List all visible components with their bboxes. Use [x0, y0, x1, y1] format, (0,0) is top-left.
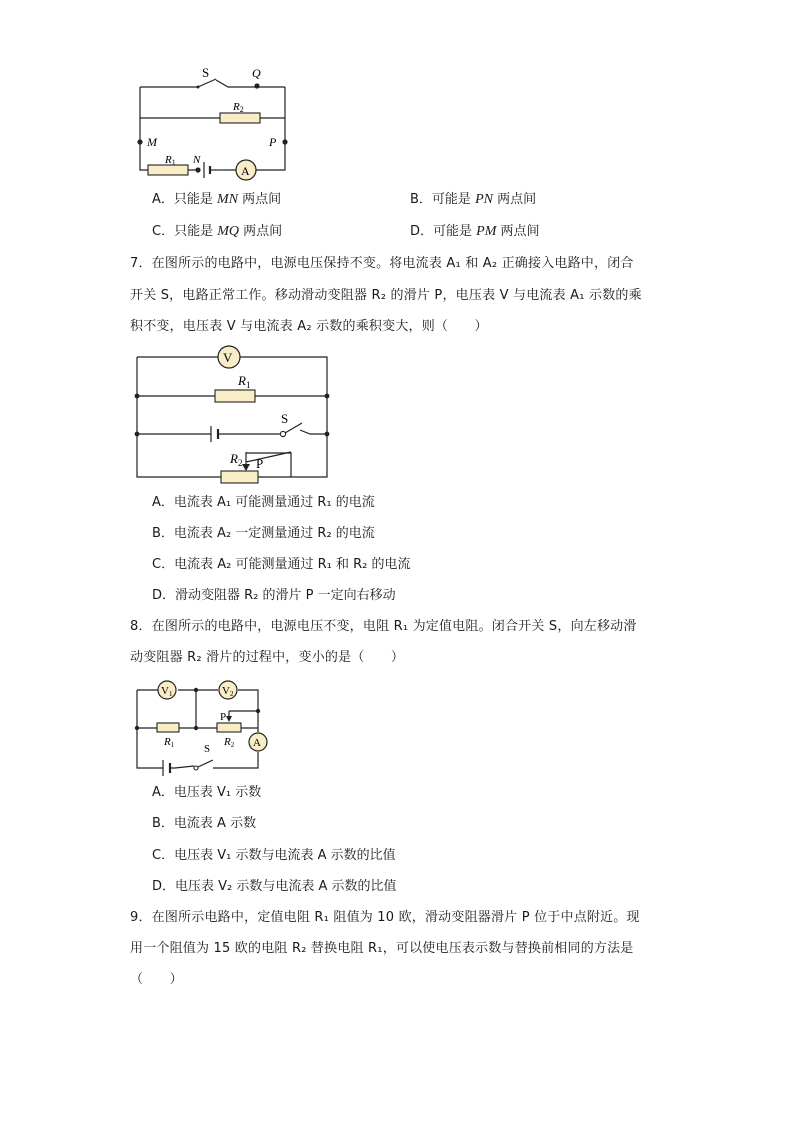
label-P: P: [220, 711, 227, 723]
ammeter-label: A: [241, 164, 250, 178]
voltmeter1-label: V1: [161, 685, 173, 698]
label-S: S: [204, 743, 211, 755]
q6-option-a[interactable]: A．只能是 MN 两点间: [152, 192, 282, 207]
q8-option-a[interactable]: A．电压表 V₁ 示数: [152, 785, 262, 800]
q8-option-c[interactable]: C．电压表 V₁ 示数与电流表 A 示数的比值: [152, 848, 396, 863]
label-S: S: [281, 411, 289, 426]
q8-option-d[interactable]: D．电压表 V₂ 示数与电流表 A 示数的比值: [152, 879, 397, 894]
q8-option-b[interactable]: B．电流表 A 示数: [152, 816, 257, 831]
q9-stem-line-2: 用一个阻值为 15 欧的电阻 R₂ 替换电阻 R₁，可以使电压表示数与替换前相同的方法是: [130, 941, 634, 956]
label-R2: R2: [224, 736, 235, 749]
label-P: P: [256, 456, 264, 471]
label-R1: R1: [164, 736, 175, 749]
label-M: M: [147, 135, 157, 149]
q8-stem-line-1: 8．在图所示的电路中，电源电压不变，电阻 R₁ 为定值电阻。闭合开关 S，向左移动滑: [130, 619, 637, 634]
q7-option-b[interactable]: B．电流表 A₂ 一定测量通过 R₂ 的电流: [152, 526, 375, 541]
q7-option-d[interactable]: D．滑动变阻器 R₂ 的滑片 P 一定向右移动: [152, 588, 396, 603]
label-S: S: [202, 65, 210, 80]
q7-stem-line-3: 积不变，电压表 V 与电流表 A₂ 示数的乘积变大，则（ ）: [130, 319, 488, 334]
q6-option-c[interactable]: C．只能是 MQ 两点间: [152, 224, 283, 239]
label-Q: Q: [252, 66, 261, 80]
label-R1: $R_1$: [238, 373, 251, 390]
label-R2: R2: [233, 101, 244, 114]
q7-stem-line-1: 7．在图所示的电路中，电源电压保持不变。将电流表 A₁ 和 A₂ 正确接入电路中，闭合: [130, 256, 634, 271]
q7-option-c[interactable]: C．电流表 A₂ 可能测量通过 R₁ 和 R₂ 的电流: [152, 557, 411, 572]
label-P: P: [269, 135, 277, 149]
q9-stem-line-1: 9．在图所示电路中，定值电阻 R₁ 阻值为 10 欧，滑动变阻器滑片 P 位于中点附近。现: [130, 910, 640, 925]
q6-option-d[interactable]: D．可能是 PM 两点间: [410, 224, 540, 239]
voltmeter-label: V: [223, 350, 233, 365]
label-N: N: [193, 154, 201, 166]
ammeter-label: A: [253, 737, 261, 749]
q7-stem-line-2: 开关 S，电路正常工作。移动滑动变阻器 R₂ 的滑片 P，电压表 V 与电流表 A₁ 示数的乘: [130, 288, 642, 303]
q8-stem-line-2: 动变阻器 R₂ 滑片的过程中，变小的是（ ）: [130, 650, 405, 665]
q6-option-b[interactable]: B．可能是 PN 两点间: [410, 192, 537, 207]
q7-option-a[interactable]: A．电流表 A₁ 可能测量通过 R₁ 的电流: [152, 495, 375, 510]
label-R2: $R_2$: [230, 451, 243, 468]
q9-stem-line-3: （ ）: [130, 972, 183, 987]
voltmeter2-label: V2: [222, 685, 234, 698]
label-R1: R1: [165, 154, 176, 167]
